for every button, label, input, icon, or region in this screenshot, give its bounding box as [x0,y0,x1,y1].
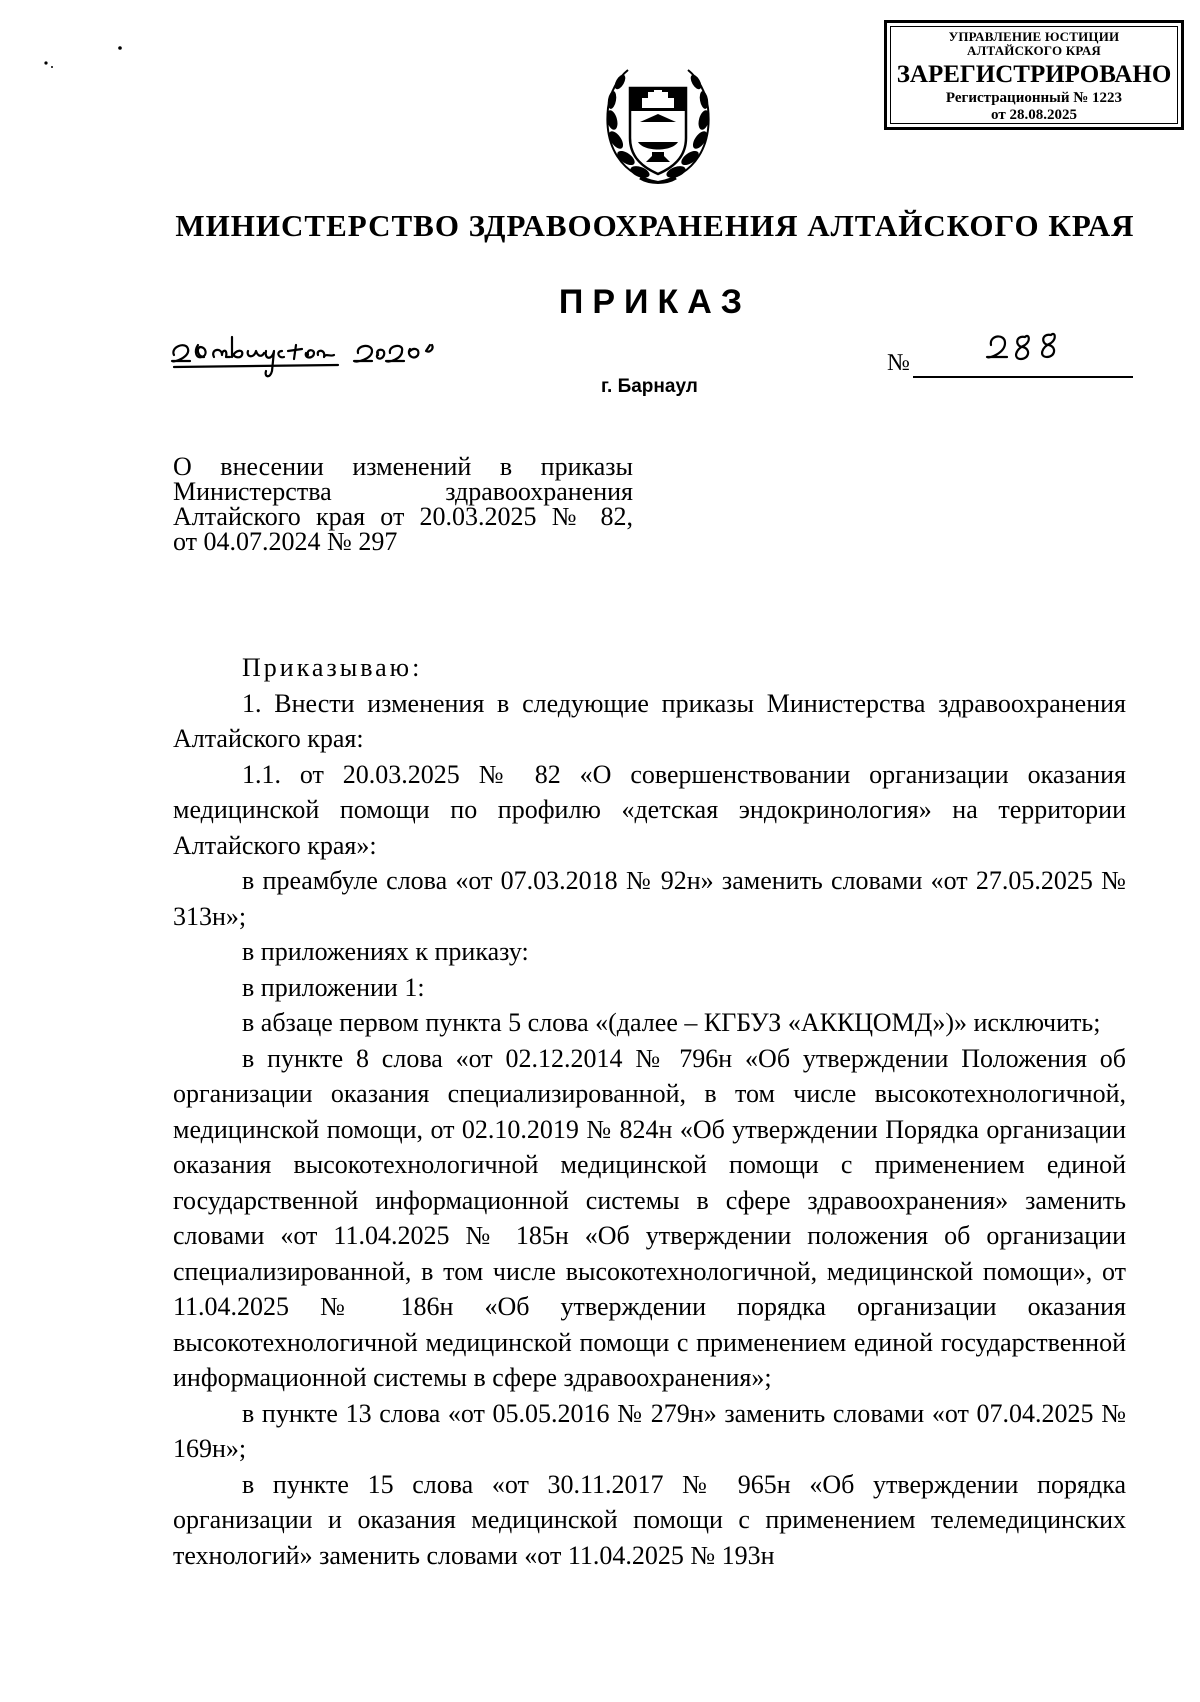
body-paragraph: в пункте 15 слова «от 30.11.2017 № 965н «Об утверждении порядка организации и оказания медицинской помощи с применением телемедицинских технологий» заменить словами «от 11.04.2025 № 193н [173,1469,1126,1570]
order-subject [173,454,633,554]
order-body [173,650,1126,1573]
subject-line: Алтайского края от 20.03.2025 № 82, [173,502,633,531]
stamp-registration-date: от 28.08.2025 [991,107,1077,123]
registration-stamp-inner [890,26,1178,124]
body-paragraph: 1.1. от 20.03.2025 № 82 «О совершенствовании организации оказания медицинской помощи по профилю «детская эндокринология» на территории Алтайского края»: [173,759,1126,860]
order-title: ПРИКАЗ [558,283,752,321]
order-number-underline [913,376,1133,378]
body-paragraph: в приложениях к приказу: [242,937,529,966]
body-paragraph: 1. Внести изменения в следующие приказы Министерства здравоохранения Алтайского края: [173,688,1126,753]
handwritten-order-number [985,325,1085,371]
scan-specks [40,40,140,80]
coat-of-arms-emblem [598,60,718,190]
order-directive: Приказываю: [242,653,423,682]
subject-line: от 04.07.2024 № 297 [173,527,398,556]
ministry-heading: МИНИСТЕРСТВО ЗДРАВООХРАНЕНИЯ АЛТАЙСКОГО КРАЯ [175,208,1135,243]
order-number-label: № [887,350,910,376]
subject-line: О внесении изменений в приказы [173,452,633,481]
body-paragraph: в пункте 13 слова «от 05.05.2016 № 279н» заменить словами «от 07.04.2025 № 169н»; [173,1398,1126,1463]
body-paragraph: в приложении 1: [242,972,425,1002]
stamp-agency-line1: УПРАВЛЕНИЕ ЮСТИЦИИ [948,29,1120,44]
stamp-registered-title: ЗАРЕГИСТРИРОВАНО [896,61,1172,88]
city-label: г. Барнаул [601,376,698,397]
body-paragraph: в пункте 8 слова «от 02.12.2014 № 796н «Об утверждении Положения об организации оказания специализированной, в том числе высокотехнологичной, медицинской помощи, от 02.10.2019 № 824н «Об утверждении Порядка организации оказания высокотехнологичной медицинской помощи с применением единой государственной информационной системы в сфере здравоохранения» заменить словами «от 11.04.2025 № 185н «Об утверждении положения об организации специализированной, в том числе высокотехнологичной, медицинской помощи», от 11.04.2025 № 186н «Об утверждении порядка организации оказания высокотехнологичной медицинской помощи с применением единой государственной информационной системы в сфере здравоохранения»; [173,1043,1126,1392]
registration-stamp [884,20,1184,130]
stamp-agency-line2: АЛТАЙСКОГО КРАЯ [967,43,1101,58]
stamp-registration-number: Регистрационный № 1223 [945,90,1123,106]
body-paragraph: в абзаце первом пункта 5 слова «(далее – КГБУЗ «АККЦОМД»)» исключить; [242,1008,1101,1037]
handwritten-date [168,325,528,385]
subject-line: Министерства здравоохранения [173,477,633,506]
body-paragraph: в преамбуле слова «от 07.03.2018 № 92н» заменить словами «от 27.05.2025 № 313н»; [173,866,1126,931]
